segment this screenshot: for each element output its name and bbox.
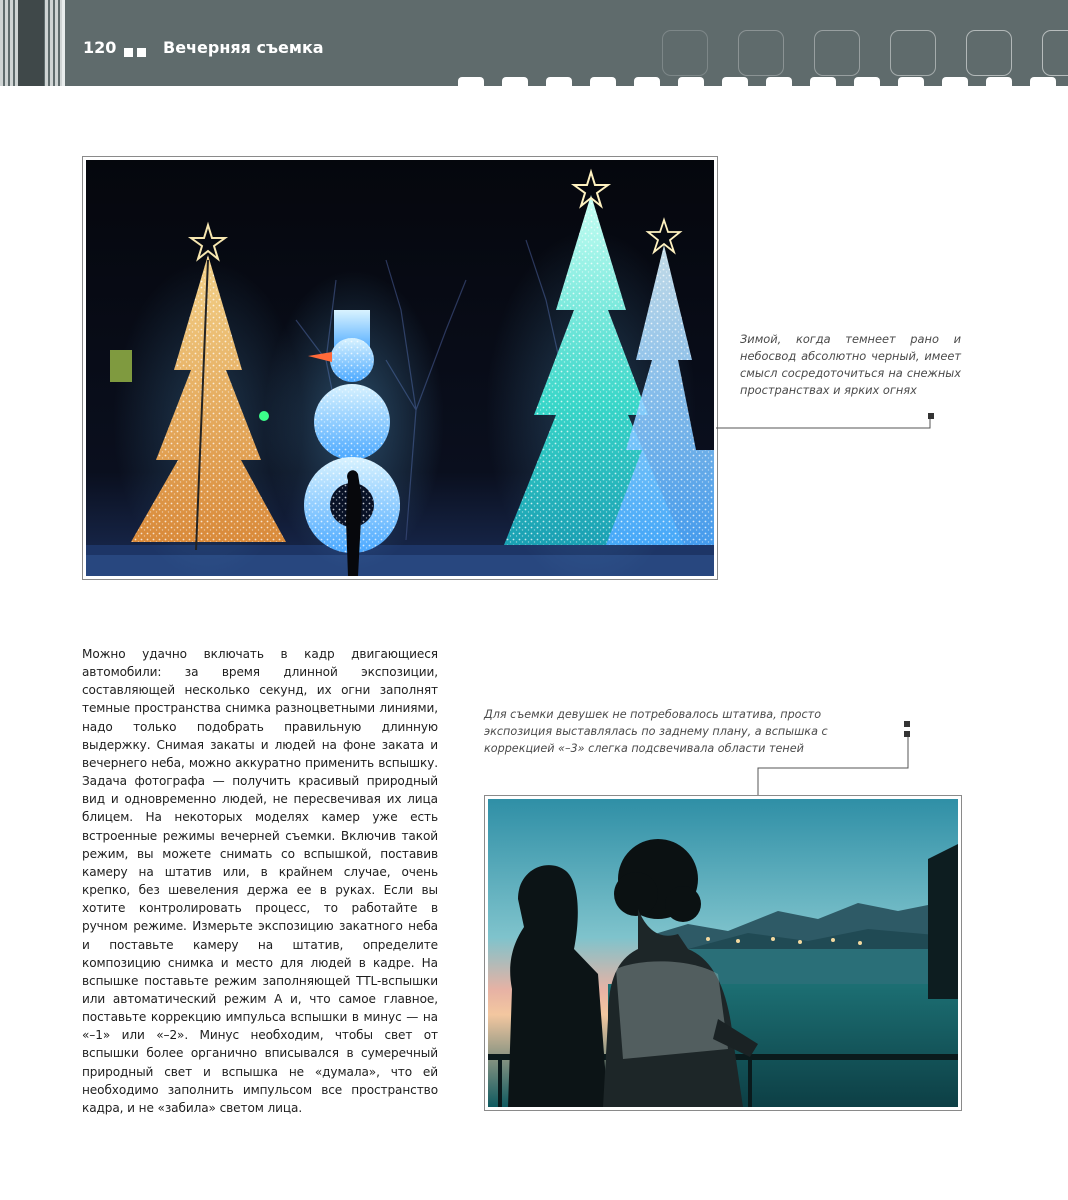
photo-caption-sunset-flash: Для съемки девушек не потребовалось штатива, просто экспозиция выставлялась по заднему плану, а вспышка с коррекцией «–3» слегка подсвечивала области теней bbox=[484, 708, 828, 755]
photo-sunset-portrait bbox=[484, 795, 962, 1111]
section-title: Вечерняя съемка bbox=[163, 38, 324, 57]
sunset-portrait-illustration bbox=[488, 799, 958, 1107]
body-paragraph: Можно удачно включать в кадр двигающиеся автомобили: за время длинной экспозиции, составляющей несколько секунд, их огни заполнят темные пространства снимка разноцветными линиями, надо только подобрать правильную длинную выдержку. Снимая закаты и людей на фоне заката и вечернего неба, можно аккуратно применить вспышку. Задача фотографа — получить красивый природный вид и одновременно людей, не пересвечивая их лица блицем. На некоторых моделях камер уже есть встроенные режимы вечерней съемки. Включив такой режим, вы можете снимать со вспышкой, поставив камеру на штатив или, в крайнем случае, очень крепко, без шевеления держа ее в руках. Если вы хотите контролировать процесс, то работайте в ручном режиме. Измерьте экспозицию закатного неба и поставьте камеру на штатив, определите композицию снимка и место для людей в кадре. На вспышке поставьте режим заполняющей TTL-вспышки или автоматический режим A и, что самое главное, поставьте коррекцию импульса вспышки в минус — на «–1» или «–2». Минус необходим, чтобы свет от вспышки более органично вписывался в сумеречный природный свет и вспышка не «думала», что ей необходимо заполнить импульсом все пространство кадра, и не «забила» светом лица. bbox=[82, 647, 438, 1115]
photo-caption-winter-lights: Зимой, когда темнеет рано и небосвод абсолютно черный, имеет смысл сосредоточиться на снежных пространствах и ярких огнях bbox=[740, 332, 961, 397]
page-number: 120 bbox=[83, 38, 117, 57]
